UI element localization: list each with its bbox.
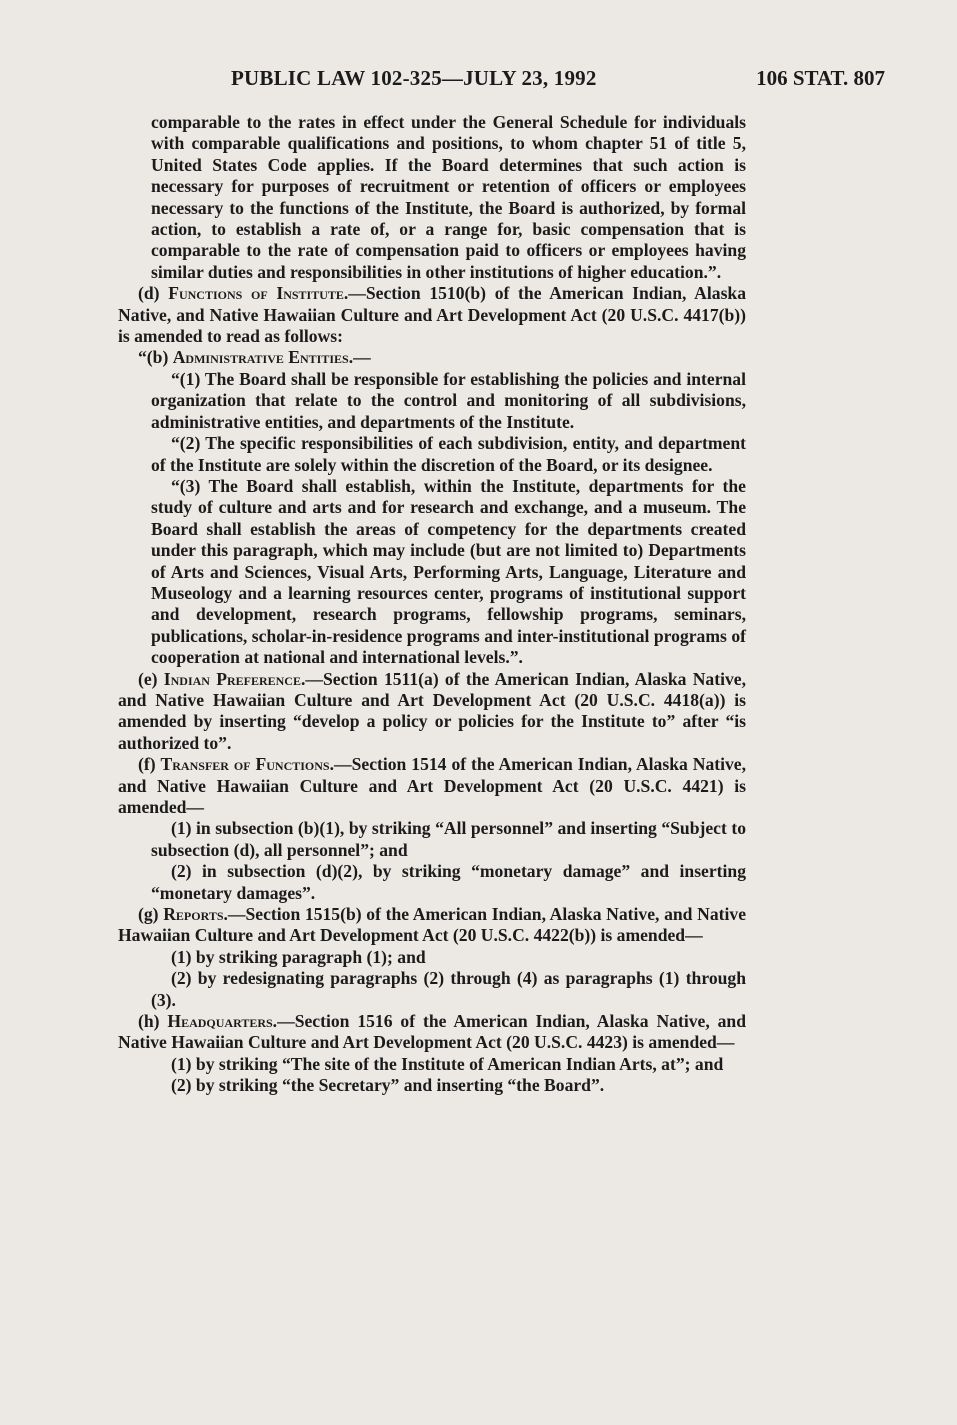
subsection-b-administrative-entities bbox=[118, 347, 746, 368]
section-d-heading: Functions of Institute. bbox=[168, 283, 349, 304]
section-f-text: —Section 1514 of the American Indian, Alaska Native, and Native Hawaiian Culture and Art Development Act (20 U.S.C. 4421) is amended— bbox=[118, 754, 746, 817]
subsection-b-label: “(b) bbox=[138, 347, 173, 368]
section-f-item-2: (2) in subsection (d)(2), by striking “monetary damage” and inserting “monetary damages”. bbox=[151, 861, 746, 903]
section-f-item-1: (1) in subsection (b)(1), by striking “All personnel” and inserting “Subject to subsection (d), all personnel”; and bbox=[151, 818, 746, 860]
section-h-label: (h) bbox=[138, 1011, 168, 1032]
section-g-label: (g) bbox=[138, 904, 164, 925]
section-g-text: —Section 1515(b) of the American Indian, Alaska Native, and Native Hawaiian Culture and Art Development Act (20 U.S.C. 4422(b)) is amended— bbox=[118, 904, 746, 946]
document-body bbox=[118, 112, 746, 1097]
section-h-headquarters bbox=[118, 1011, 746, 1054]
quoted-paragraph-3: “(3) The Board shall establish, within the Institute, departments for the study of culture and arts and for research and exchange, and a museum. The Board shall establish the areas of competency for the departments created under this paragraph, which may include (but are not limited to) Departments of Arts and Sciences, Visual Arts, Performing Arts, Language, Literature and Museology and a learning resources center, programs of institutional support and development, research programs, fellowship programs, seminars, publications, scholar-in-residence programs and inter-institutional programs of cooperation at national and international levels.”. bbox=[151, 475, 746, 668]
section-d-label: (d) bbox=[138, 283, 169, 304]
section-f-heading: Transfer of Functions. bbox=[160, 754, 335, 775]
section-e-text: —Section 1511(a) of the American Indian, Alaska Native, and Native Hawaiian Culture and Art Development Act (20 U.S.C. 4418(a)) is amended by inserting “develop a policy or policies for the Institute to” after “is authorized to”. bbox=[118, 668, 746, 753]
section-f-label: (f) bbox=[138, 754, 161, 775]
section-h-text: —Section 1516 of the American Indian, Alaska Native, and Native Hawaiian Culture and Art Development Act (20 U.S.C. 4423) is amended— bbox=[118, 1011, 746, 1053]
section-d-functions-of-institute bbox=[118, 283, 746, 347]
section-d-text: —Section 1510(b) of the American Indian, Alaska Native, and Native Hawaiian Culture and Art Development Act (20 U.S.C. 4417(b)) is amended to read as follows: bbox=[118, 283, 747, 347]
section-g-heading: Reports. bbox=[163, 904, 228, 925]
section-g-reports bbox=[118, 904, 746, 947]
section-g-item-1: (1) by striking paragraph (1); and bbox=[171, 946, 426, 967]
section-h-heading: Headquarters. bbox=[167, 1011, 278, 1032]
section-h-item-2: (2) by striking “the Secretary” and inserting “the Board”. bbox=[171, 1075, 605, 1096]
header-title: PUBLIC LAW 102-325—JULY 23, 1992 bbox=[231, 66, 597, 90]
paragraph-compensation-continued: comparable to the rates in effect under the General Schedule for individuals with comparable qualifications and positions, to whom chapter 51 of title 5, United States Code applies. If the Board determines that such action is necessary for purposes of recruitment or retention of officers or employees necessary to the functions of the Institute, the Board is authorized, by formal action, to establish a rate of, or a range for, basic compensation that is comparable to the rate of compensation paid to officers or employees having similar duties and responsibilities in other institutions of higher education.”. bbox=[151, 112, 746, 282]
section-h-item-1: (1) by striking “The site of the Institute of American Indian Arts, at”; and bbox=[171, 1053, 724, 1074]
section-e-indian-preference bbox=[118, 669, 746, 755]
page-header bbox=[0, 66, 957, 96]
section-g-item-2: (2) by redesignating paragraphs (2) through (4) as paragraphs (1) through (3). bbox=[151, 968, 746, 1010]
section-e-heading: Indian Preference. bbox=[163, 668, 306, 689]
section-e-label: (e) bbox=[138, 668, 164, 689]
quoted-paragraph-1: “(1) The Board shall be responsible for establishing the policies and internal organization that relate to the control and monitoring of all subdivisions, administrative entities, and departments of the Institute. bbox=[151, 368, 746, 432]
quoted-paragraph-2: “(2) The specific responsibilities of each subdivision, entity, and department of the Institute are solely within the discretion of the Board, or its designee. bbox=[151, 433, 746, 475]
subsection-b-dash: — bbox=[353, 347, 371, 368]
header-stat-citation: 106 STAT. 807 bbox=[756, 66, 885, 90]
section-f-transfer-of-functions bbox=[118, 754, 746, 818]
subsection-b-heading: Administrative Entities. bbox=[172, 347, 354, 368]
